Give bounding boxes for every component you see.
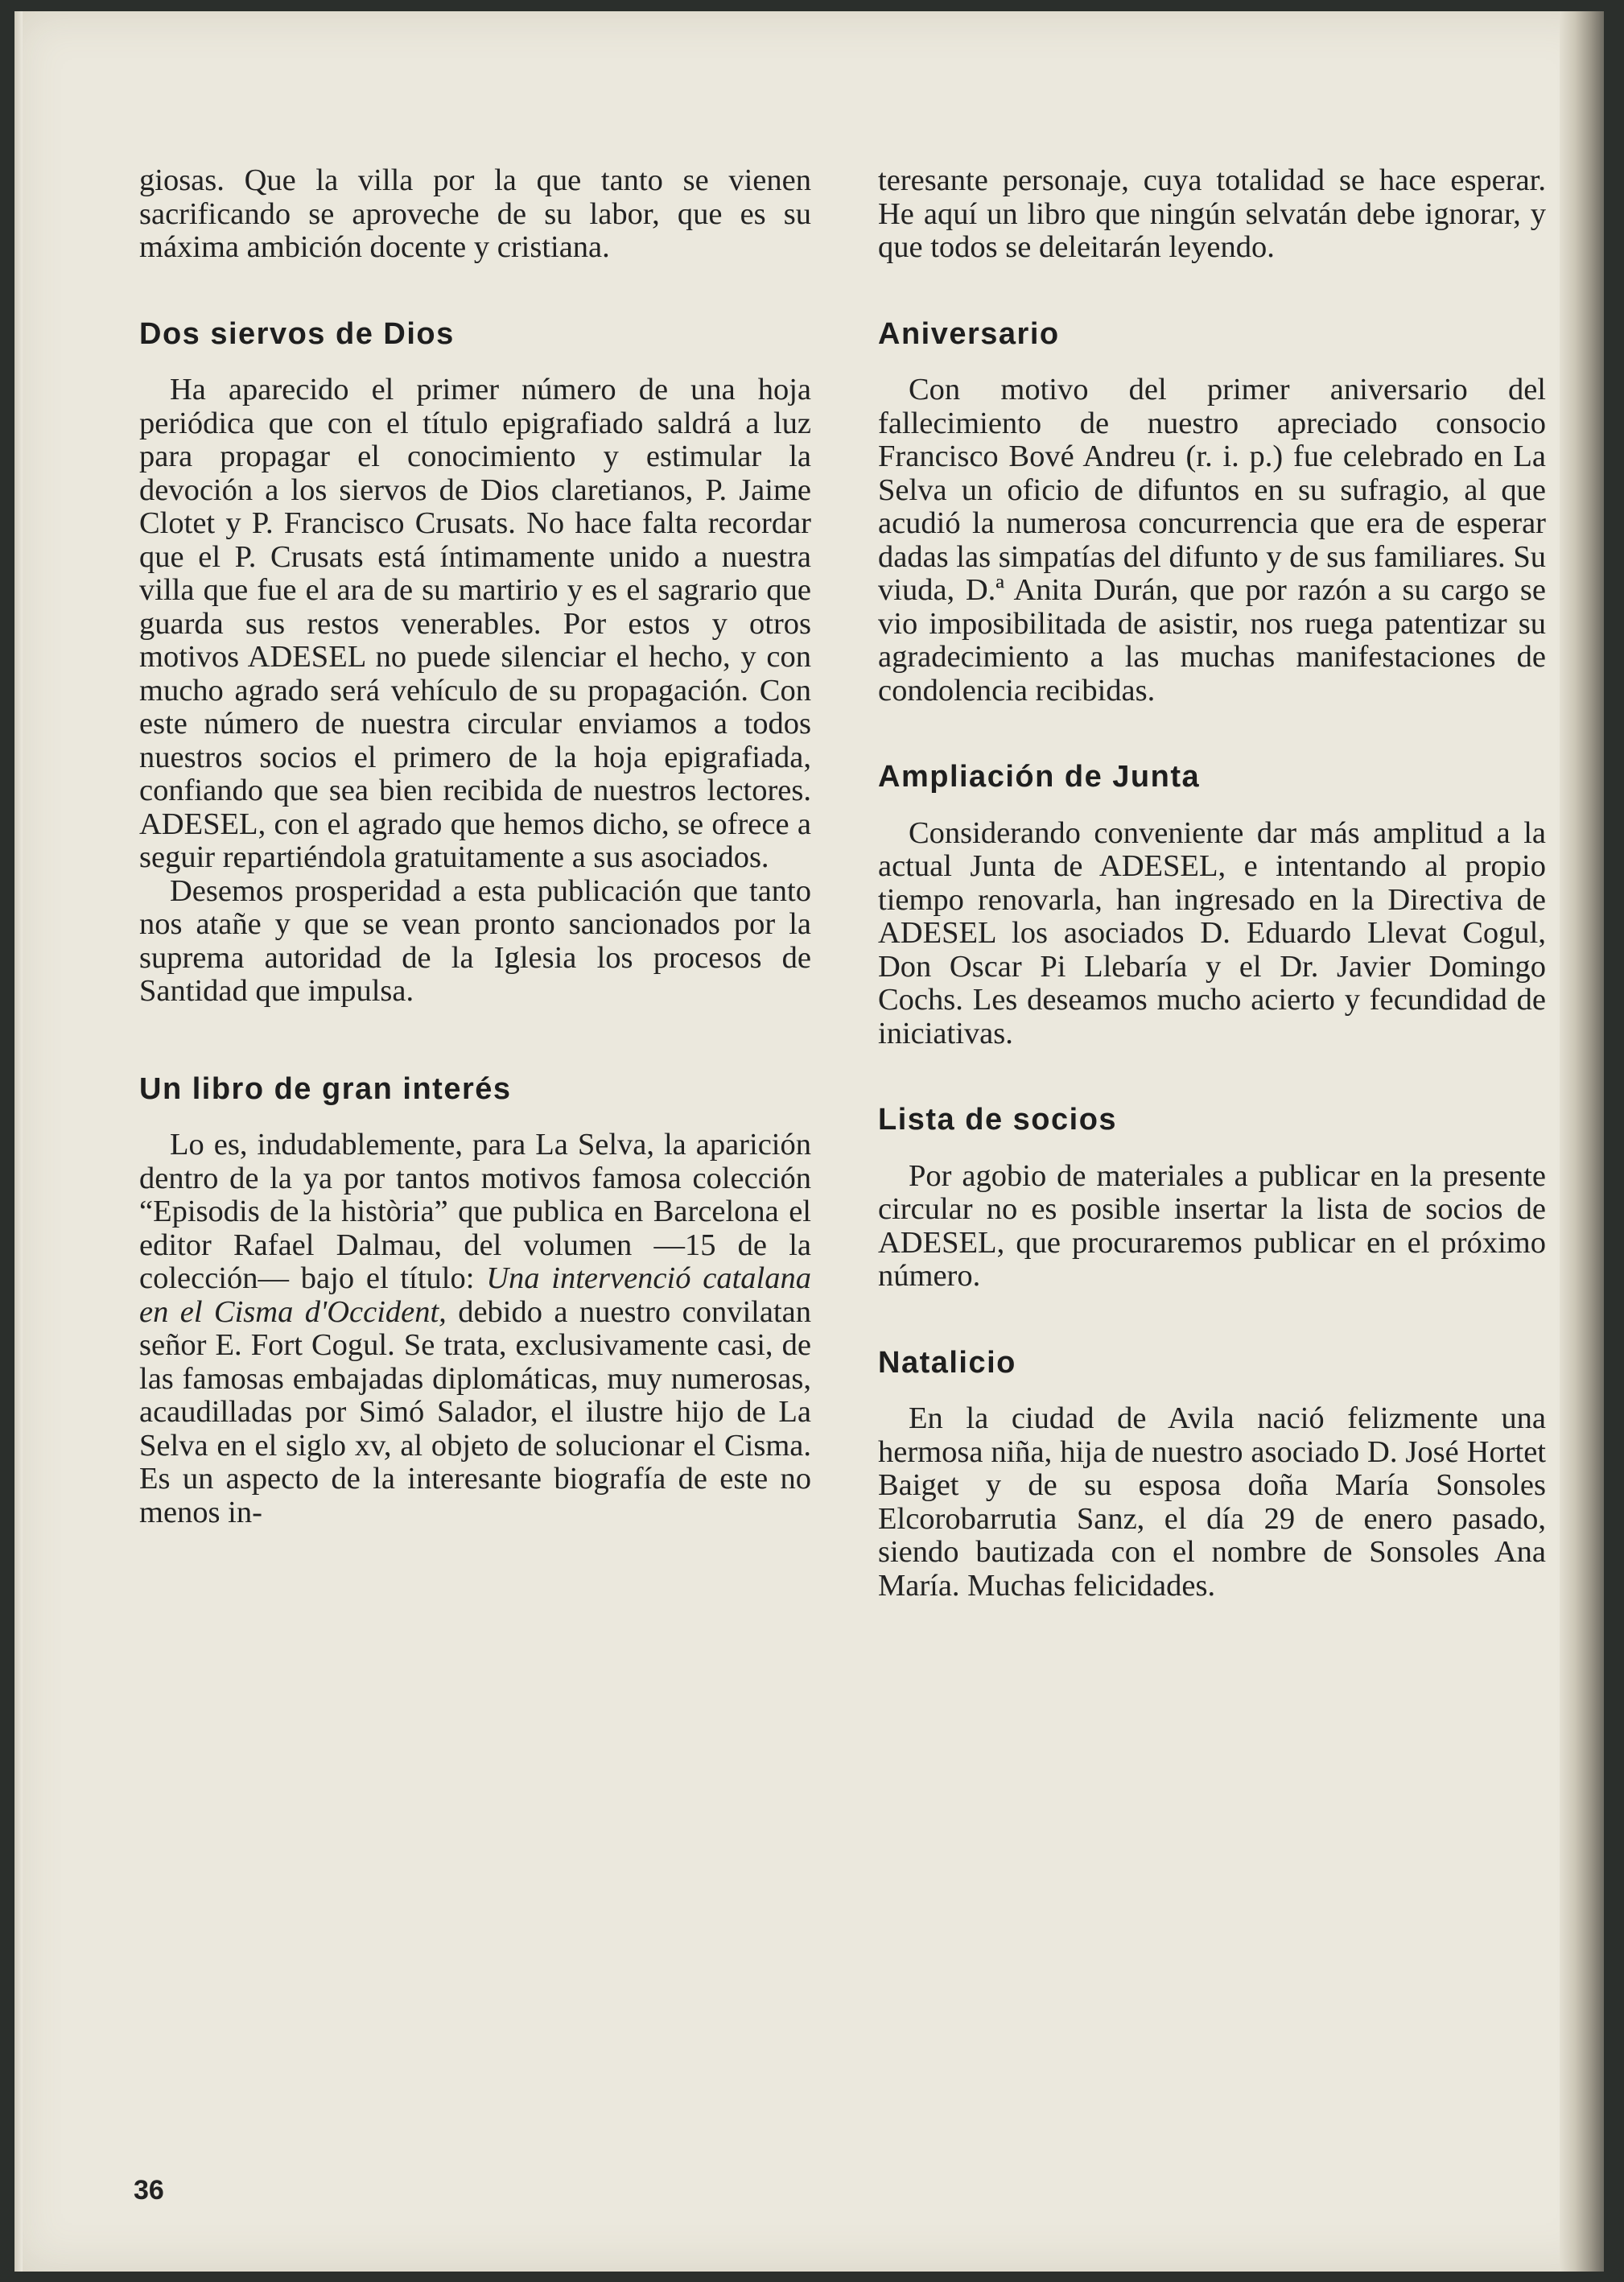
dos-siervos-paragraph-2: Desemos prosperidad a esta publicación que tanto nos atañe y que se vean pronto sancionados por la suprema autoridad de la Iglesia los procesos de Santidad que impulsa. bbox=[139, 873, 811, 1008]
intro-paragraph: giosas. Que la villa por la que tanto se vienen sacrificando se aproveche de su labor, que es su máxima ambición docente y cristiana. bbox=[139, 163, 811, 264]
continuation-paragraph: teresante personaje, cuya totalidad se hace esperar. He aquí un libro que ningún selvatán debe ignorar, y que todos se deleitarán leyendo. bbox=[878, 163, 1546, 264]
right-column bbox=[878, 164, 1546, 1603]
natalicio-paragraph: En la ciudad de Avila nació felizmente una hermosa niña, hija de nuestro asociado D. José Hortet Baiget y de su esposa doña María Sonsoles Elcorobarrutia Sanz, el día 29 de enero pasado, siendo bautizada con el nombre de Sonsoles Ana María. Muchas felicidades. bbox=[878, 1401, 1546, 1603]
heading-un-libro: Un libro de gran interés bbox=[139, 1071, 512, 1106]
heading-natalicio: Natalicio bbox=[878, 1345, 1016, 1380]
dos-siervos-paragraph-1: Ha aparecido el primer número de una hoja periódica que con el título epigrafiado saldrá a luz para propagar el conocimiento y estimular la devoción a los siervos de Dios claretianos, P. Jaime Clotet y P. Francisco Crusats. No hace falta recordar que el P. Crusats está íntimamente unido a nuestra villa que fue el ara de su martirio y es el sagrario que guarda sus restos venerables. Por estos y otros motivos ADESEL no puede silenciar el hecho, y con mucho agrado será vehículo de su propagación. Con este número de nuestra circular enviamos a todos nuestros socios el primero de la hoja epigrafiada, confiando que sea bien recibida de nuestros lectores. ADESEL, con el agrado que hemos dicho, se ofrece a seguir repartiéndola gratuitamente a sus asociados. bbox=[139, 373, 811, 874]
lista-socios-paragraph: Por agobio de materiales a publicar en la presente circular no es posible insertar la lista de socios de ADESEL, que procuraremos publicar en el próximo número. bbox=[878, 1158, 1546, 1293]
un-libro-text-b: debido a nuestro convilatan señor E. Fort Cogul. Se trata, exclusivamente casi, de las famosas embajadas diplomáticas, muy numerosas, acaudilladas por Simó Salador, el ilustre hijo de La Selva en el siglo xv, al objeto de solucionar el Cisma. Es un aspecto de la interesante biografía de este no menos in- bbox=[139, 1294, 811, 1529]
un-libro-text-a: Lo es, indudablemente, para La Selva, la aparición dentro de la ya por tantos motivos famosa colección “Episodis de la història” que publica en Barcelona el editor Rafael Dalmau, del volumen —15 de la colección— bajo el título: bbox=[139, 1128, 811, 1295]
aniversario-paragraph: Con motivo del primer aniversario del fallecimiento de nuestro apreciado consocio Francisco Bové Andreu (r. i. p.) fue celebrado en La Selva un oficio de difuntos en su sufragio, al que acudió la numerosa concurrencia que era de esperar dadas las simpatías del difunto y de sus familiares. Su viuda, D.ª Anita Durán, que por razón a su cargo se vio imposibilitada de asistir, nos ruega patentizar su agradecimiento a las muchas manifestaciones de condolencia recibidas. bbox=[878, 373, 1546, 708]
left-column bbox=[139, 164, 811, 1529]
ampliacion-paragraph: Considerando conveniente dar más amplitud a la actual Junta de ADESEL, e intentando al propio tiempo renovarla, han ingresado en la Directiva de ADESEL los asociados D. Eduardo Llevat Cogul, Don Oscar Pi Llebaría y el Dr. Javier Domingo Cochs. Les deseamos mucho acierto y fecundidad de iniciativas. bbox=[878, 815, 1546, 1050]
book-spine-shadow bbox=[1560, 11, 1604, 2272]
un-libro-paragraph bbox=[139, 1129, 811, 1529]
heading-dos-siervos: Dos siervos de Dios bbox=[139, 316, 455, 351]
heading-aniversario: Aniversario bbox=[878, 316, 1060, 351]
page bbox=[14, 11, 1604, 2272]
heading-ampliacion-junta: Ampliación de Junta bbox=[878, 760, 1201, 794]
heading-lista-socios: Lista de socios bbox=[878, 1103, 1118, 1137]
book-title: Una intervenció catalana en el Cisma d'Occident, bbox=[139, 1261, 811, 1329]
page-edge bbox=[14, 11, 23, 2272]
page-number: 36 bbox=[134, 2175, 164, 2206]
